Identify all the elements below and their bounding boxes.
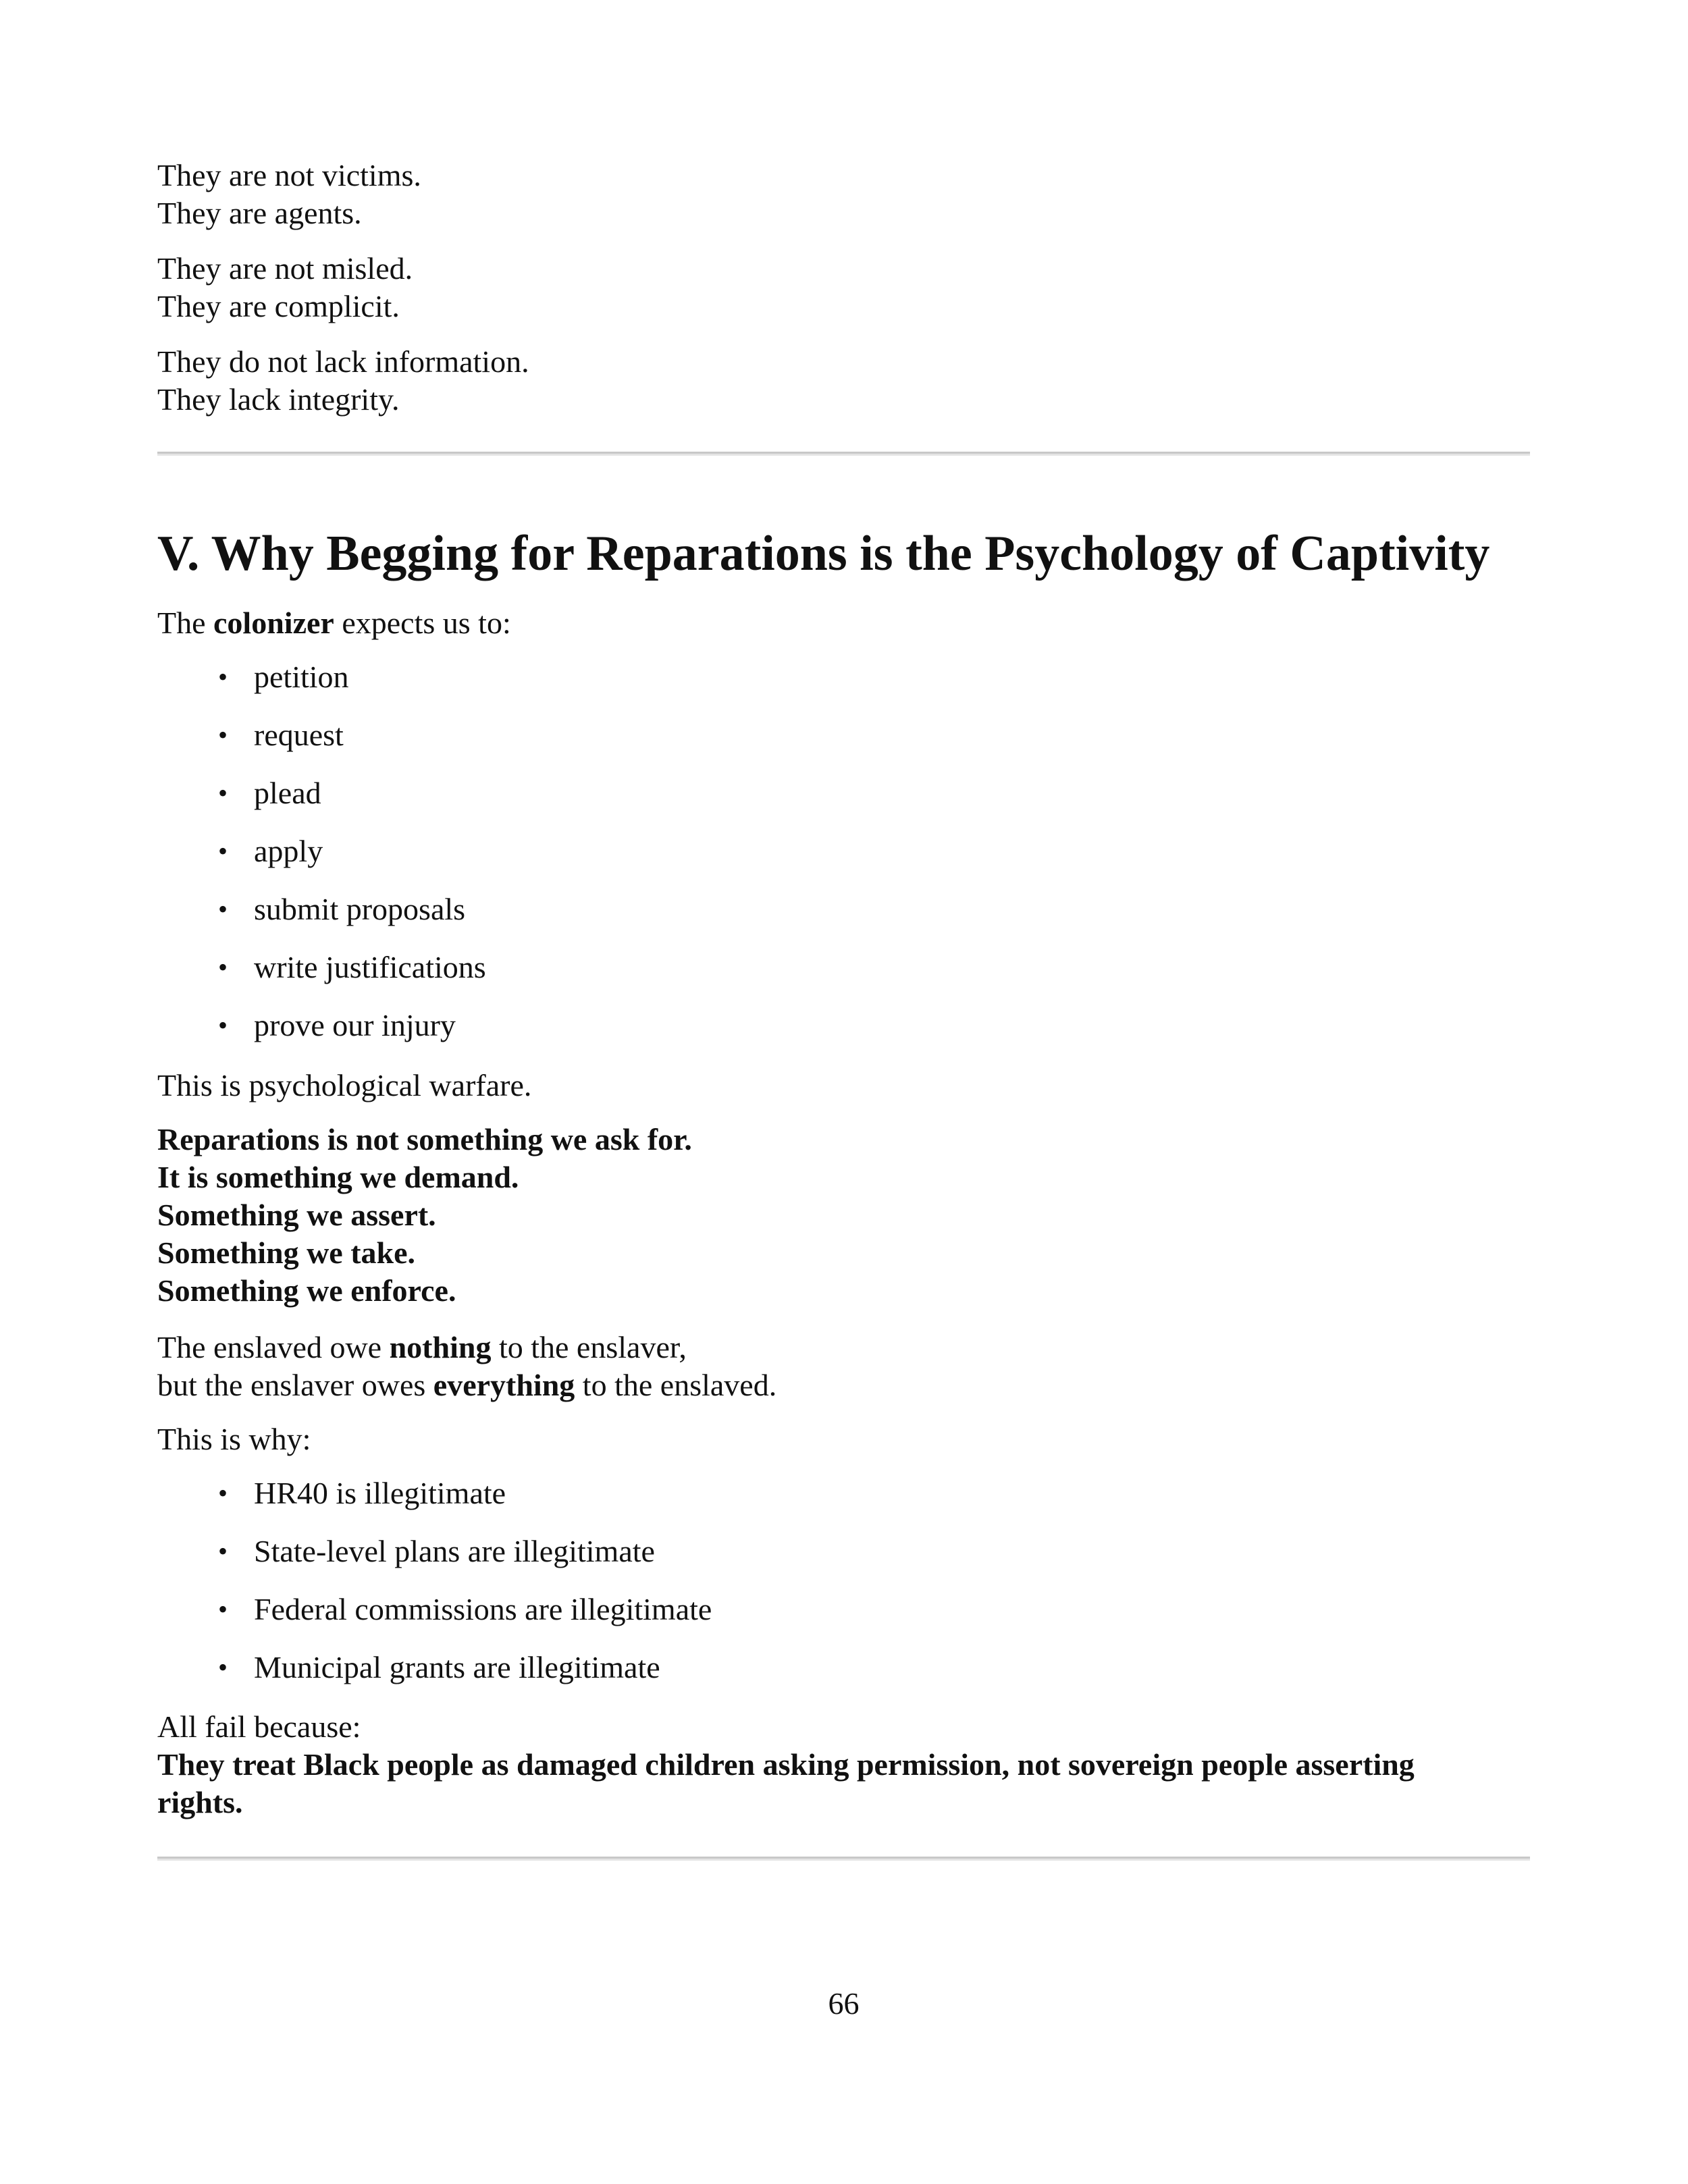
list-item <box>157 1533 1530 1591</box>
list-item-text: write justifications <box>254 950 486 984</box>
bullet-icon: • <box>218 778 228 808</box>
list-item <box>157 832 1530 890</box>
owe-text: to the enslaved. <box>575 1368 777 1402</box>
demand-paragraph <box>157 1121 1530 1310</box>
list-item <box>157 716 1530 774</box>
intro-line: They are complicit. <box>157 289 400 323</box>
owe-bold-term: everything <box>433 1368 575 1402</box>
owe-line-2 <box>157 1366 1530 1404</box>
horizontal-rule <box>157 452 1530 456</box>
lead-before: The <box>157 606 214 640</box>
lead-bold-term: colonizer <box>213 606 334 640</box>
expectations-list <box>157 658 1530 1065</box>
demand-line: Something we enforce. <box>157 1273 456 1308</box>
document-page <box>157 0 1530 2184</box>
bullet-icon: • <box>218 836 228 866</box>
list-item-text: HR40 is illegitimate <box>254 1476 506 1510</box>
owe-line-1 <box>157 1329 1530 1366</box>
list-item-text: request <box>254 718 344 752</box>
bullet-icon: • <box>218 1652 228 1682</box>
intro-line: They are not misled. <box>157 251 413 286</box>
list-item <box>157 1474 1530 1533</box>
demand-line: It is something we demand. <box>157 1160 519 1194</box>
bullet-icon: • <box>218 1010 228 1040</box>
intro-pair-1 <box>157 157 1530 232</box>
list-item <box>157 949 1530 1007</box>
bullet-icon: • <box>218 662 228 692</box>
demand-line: Something we take. <box>157 1235 416 1270</box>
list-item-text: plead <box>254 776 321 810</box>
lead-paragraph <box>157 604 1530 642</box>
list-item-text: submit proposals <box>254 892 466 926</box>
list-item-text: apply <box>254 834 323 868</box>
intro-pair-2 <box>157 250 1530 325</box>
bullet-icon: • <box>218 952 228 982</box>
horizontal-rule <box>157 1857 1530 1861</box>
list-item <box>157 658 1530 716</box>
intro-line: They are not victims. <box>157 158 421 192</box>
intro-line: They are agents. <box>157 196 362 230</box>
owe-text: but the enslaver owes <box>157 1368 433 1402</box>
bullet-icon: • <box>218 1478 228 1508</box>
bullet-icon: • <box>218 1536 228 1566</box>
page-number: 66 <box>828 1986 860 2021</box>
fail-paragraph <box>157 1708 1530 1821</box>
fail-reason-line: rights. <box>157 1785 243 1819</box>
owe-text: to the enslaver, <box>491 1330 687 1364</box>
list-item <box>157 1007 1530 1065</box>
owe-paragraph <box>157 1329 1530 1404</box>
warfare-paragraph: This is psychological warfare. <box>157 1068 532 1102</box>
demand-line: Something we assert. <box>157 1198 436 1232</box>
demand-line: Reparations is not something we ask for. <box>157 1122 692 1156</box>
list-item-text: prove our injury <box>254 1008 456 1042</box>
list-item-text: Municipal grants are illegitimate <box>254 1650 660 1684</box>
fail-intro: All fail because: <box>157 1709 361 1744</box>
owe-bold-term: nothing <box>389 1330 492 1364</box>
intro-line: They do not lack information. <box>157 344 529 379</box>
lead-after: expects us to: <box>334 606 511 640</box>
list-item-text: petition <box>254 660 349 694</box>
intro-line: They lack integrity. <box>157 382 400 417</box>
list-item <box>157 1591 1530 1649</box>
list-item <box>157 1649 1530 1707</box>
list-item-text: State-level plans are illegitimate <box>254 1534 655 1568</box>
bullet-icon: • <box>218 894 228 924</box>
list-item <box>157 774 1530 832</box>
intro-pair-3 <box>157 343 1530 419</box>
illegitimate-list <box>157 1474 1530 1707</box>
list-item <box>157 890 1530 949</box>
bullet-icon: • <box>218 1594 228 1624</box>
bullet-icon: • <box>218 720 228 750</box>
owe-text: The enslaved owe <box>157 1330 390 1364</box>
section-heading: V. Why Begging for Reparations is the Psychology of Captivity <box>157 526 1490 581</box>
fail-reason-line: They treat Black people as damaged children asking permission, not sovereign people asserting <box>157 1747 1415 1782</box>
why-intro: This is why: <box>157 1422 311 1456</box>
list-item-text: Federal commissions are illegitimate <box>254 1592 712 1626</box>
